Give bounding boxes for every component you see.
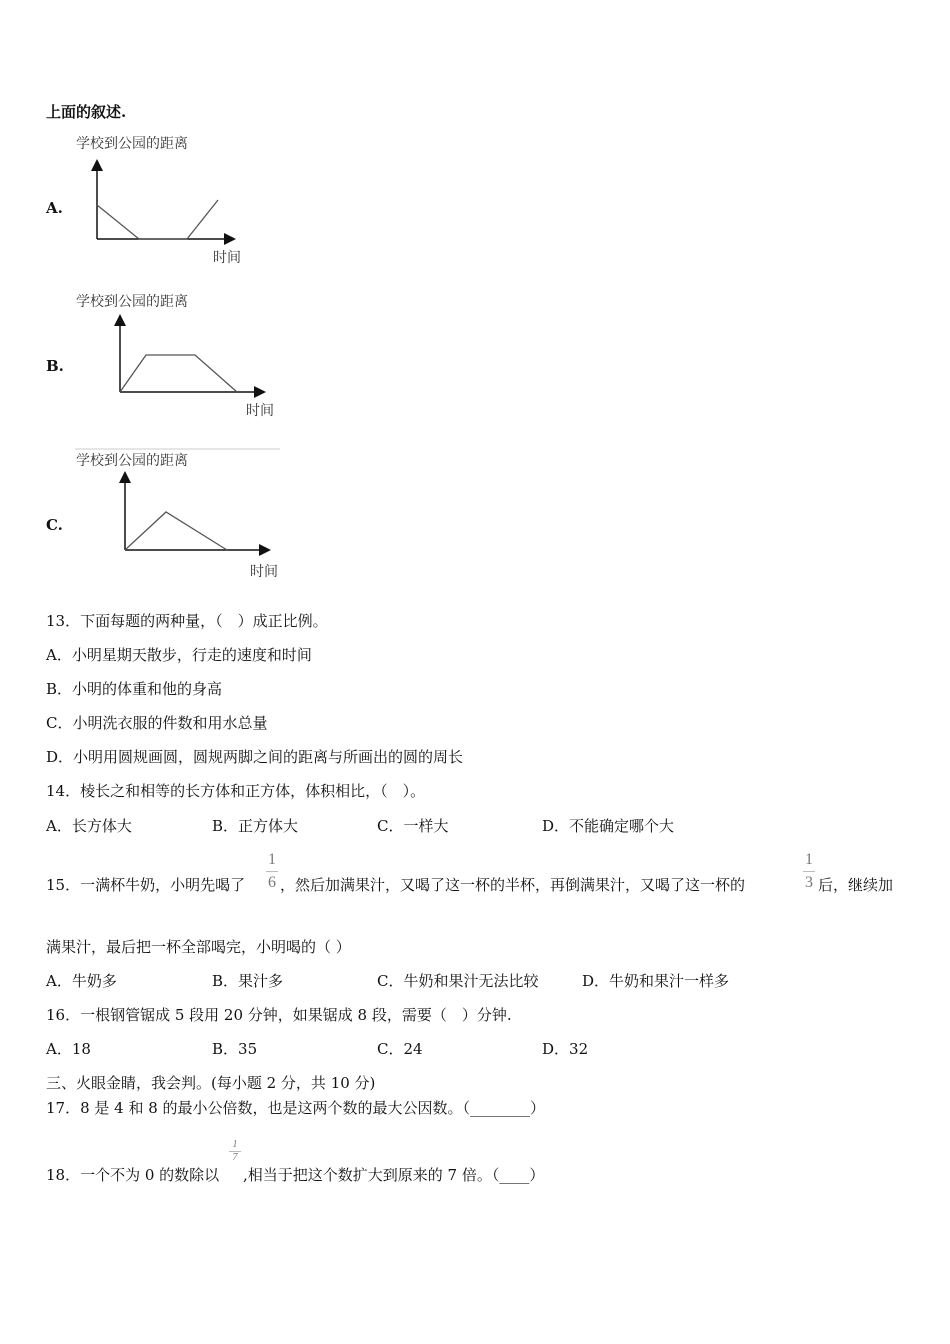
q17-stem: 17．8 是 4 和 8 的最小公倍数，也是这两个数的最大公因数。（________） — [46, 1099, 546, 1117]
q13-stem: 13．下面每题的两种量，（ ）成正比例。 — [46, 612, 328, 630]
q14-option-b: B．正方体大 — [212, 817, 299, 835]
q14-stem: 14．棱长之和相等的长方体和正方体，体积相比，（ ）。 — [46, 782, 426, 800]
graph-b-x-label: 时间 — [246, 403, 274, 419]
q13-option-b: B．小明的体重和他的身高 — [46, 680, 223, 698]
q16-stem: 16．一根钢管锯成 5 段用 20 分钟，如果锯成 8 段，需要（ ）分钟. — [46, 1006, 512, 1024]
q15-fraction-1 — [266, 852, 278, 891]
graph-a — [97, 162, 233, 239]
q13-option-c: C．小明洗衣服的件数和用水总量 — [46, 714, 268, 732]
q18-fraction — [229, 1140, 241, 1163]
q15-option-c: C．牛奶和果汁无法比较 — [377, 972, 539, 990]
q15-option-d: D．牛奶和果汁一样多 — [582, 972, 730, 990]
q16-option-c: C．24 — [377, 1040, 423, 1058]
graph-a-y-label: 学校到公园的距离 — [76, 136, 188, 152]
q13-option-a: A．小明星期天散步，行走的速度和时间 — [46, 646, 312, 664]
distance-line — [125, 512, 227, 550]
option-b-letter: B. — [46, 357, 64, 375]
q13-option-d: D．小明用圆规画圆，圆规两脚之间的距离与所画出的圆的周长 — [46, 748, 464, 766]
q16-option-b: B．35 — [212, 1040, 258, 1058]
q15-stem-line2: 满果汁，最后把一杯全部喝完，小明喝的（ ） — [46, 938, 351, 956]
denominator: 7 — [232, 1152, 238, 1163]
intro-text: 上面的叙述. — [46, 103, 127, 121]
option-a-letter: A. — [46, 199, 63, 217]
section-3-heading: 三、火眼金睛，我会判。(每小题 2 分，共 10 分) — [46, 1074, 376, 1092]
distance-line — [120, 355, 237, 392]
q18-stem-part2: ,相当于把这个数扩大到原来的 7 倍。（____） — [243, 1166, 545, 1184]
graph-b-y-label: 学校到公园的距离 — [76, 294, 188, 310]
q15-stem-part3: 后，继续加 — [818, 876, 894, 894]
q16-option-a: A．18 — [46, 1040, 91, 1058]
q15-fraction-2 — [803, 852, 815, 891]
q15-stem-part1: 15．一满杯牛奶，小明先喝了 — [46, 876, 246, 894]
denominator: 6 — [268, 874, 276, 891]
numerator: 1 — [232, 1139, 238, 1150]
q16-option-d: D．32 — [542, 1040, 589, 1058]
numerator: 1 — [805, 851, 813, 868]
q15-option-a: A．牛奶多 — [46, 972, 117, 990]
distance-line — [97, 200, 218, 239]
graph-b — [120, 317, 263, 392]
numerator: 1 — [268, 851, 276, 868]
q15-option-b: B．果汁多 — [212, 972, 284, 990]
graph-a-x-label: 时间 — [213, 250, 241, 266]
q14-option-c: C．一样大 — [377, 817, 449, 835]
denominator: 3 — [805, 874, 813, 891]
q14-option-d: D．不能确定哪个大 — [542, 817, 675, 835]
graph-c-x-label: 时间 — [250, 564, 278, 580]
q18-stem-part1: 18．一个不为 0 的数除以 — [46, 1166, 220, 1184]
q14-option-a: A．长方体大 — [46, 817, 132, 835]
q15-stem-part2: ，然后加满果汁，又喝了这一杯的半杯，再倒满果汁，又喝了这一杯的 — [280, 876, 746, 894]
option-c-letter: C. — [46, 516, 63, 534]
graph-c-y-label: 学校到公园的距离 — [76, 453, 188, 469]
